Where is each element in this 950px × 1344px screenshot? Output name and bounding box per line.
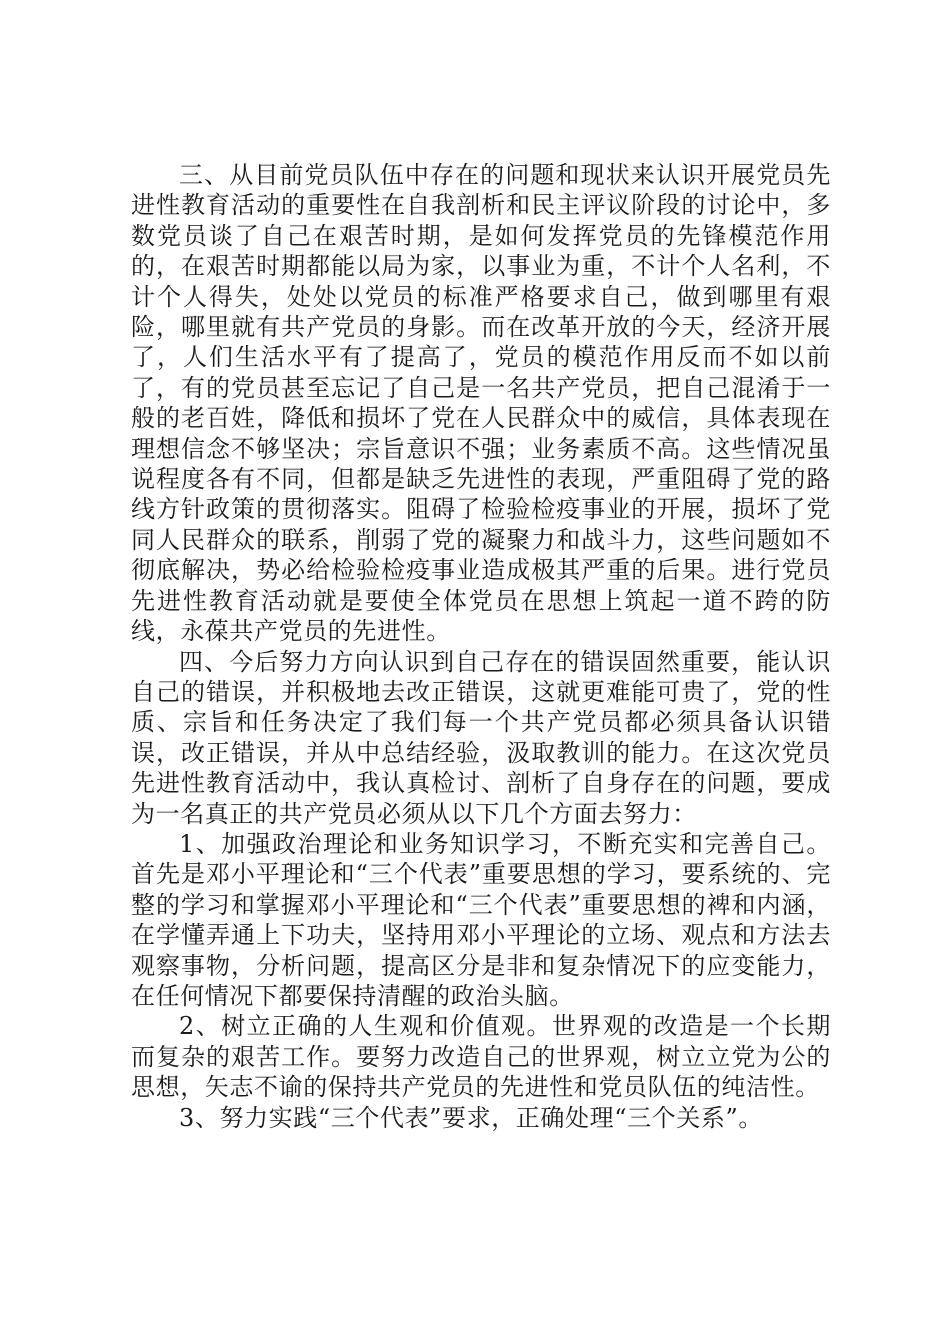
paragraph-item-one: 1、加强政治理论和业务知识学习，不断充实和完善自己。首先是邓小平理论和“三个代表”重要思想的学习，要系统的、完整的学习和掌握邓小平理论和“三个代表”重要思想的裨和内涵，在学懂弄通上下功夫，坚持用邓小平理论的立场、观点和方法去观察事物，分析问题，提高区分是非和复杂情况下的应变能力，在任何情况下都要保持清醒的政治头脑。	[131, 829, 831, 1010]
document-page	[131, 160, 831, 1133]
paragraph-item-two: 2、树立正确的人生观和价值观。世界观的改造是一个长期而复杂的艰苦工作。要努力改造自己的世界观，树立立党为公的思想，矢志不谕的保持共产党员的先进性和党员队伍的纯洁性。	[131, 1012, 831, 1102]
paragraph-section-three: 三、从目前党员队伍中存在的问题和现状来认识开展党员先进性教育活动的重要性在自我剖析和民主评议阶段的讨论中，多数党员谈了自己在艰苦时期，是如何发挥党员的先锋模范作用的，在艰苦时期都能以局为家，以事业为重，不计个人名利，不计个人得失，处处以党员的标准严格要求自己，做到哪里有艰险，哪里就有共产党员的身影。而在改革开放的今天，经济开展了，人们生活水平有了提高了，党员的模范作用反而不如以前了，有的党员甚至忘记了自己是一名共产党员，把自己混淆于一般的老百姓，降低和损坏了党在人民群众中的威信，具体表现在理想信念不够坚决；宗旨意识不强；业务素质不高。这些情况虽说程度各有不同，但都是缺乏先进性的表现，严重阻碍了党的路线方针政策的贯彻落实。阻碍了检验检疫事业的开展，损坏了党同人民群众的联系，削弱了党的凝聚力和战斗力，这些问题如不彻底解决，势必给检验检疫事业造成极其严重的后果。进行党员先进性教育活动就是要使全体党员在思想上筑起一道不跨的防线，永葆共产党员的先进性。	[131, 161, 831, 646]
paragraph-section-four: 四、今后努力方向认识到自己存在的错误固然重要，能认识自己的错误，并积极地去改正错误，这就更难能可贵了，党的性质、宗旨和任务决定了我们每一个共产党员都必须具备认识错误，改正错误，并从中总结经验，汲取教训的能力。在这次党员先进性教育活动中，我认真检讨、剖析了自身存在的问题，要成为一名真正的共产党员必须从以下几个方面去努力：	[131, 647, 831, 828]
paragraph-item-three: 3、努力实践“三个代表”要求，正确处理“三个关系”。	[179, 1103, 763, 1132]
